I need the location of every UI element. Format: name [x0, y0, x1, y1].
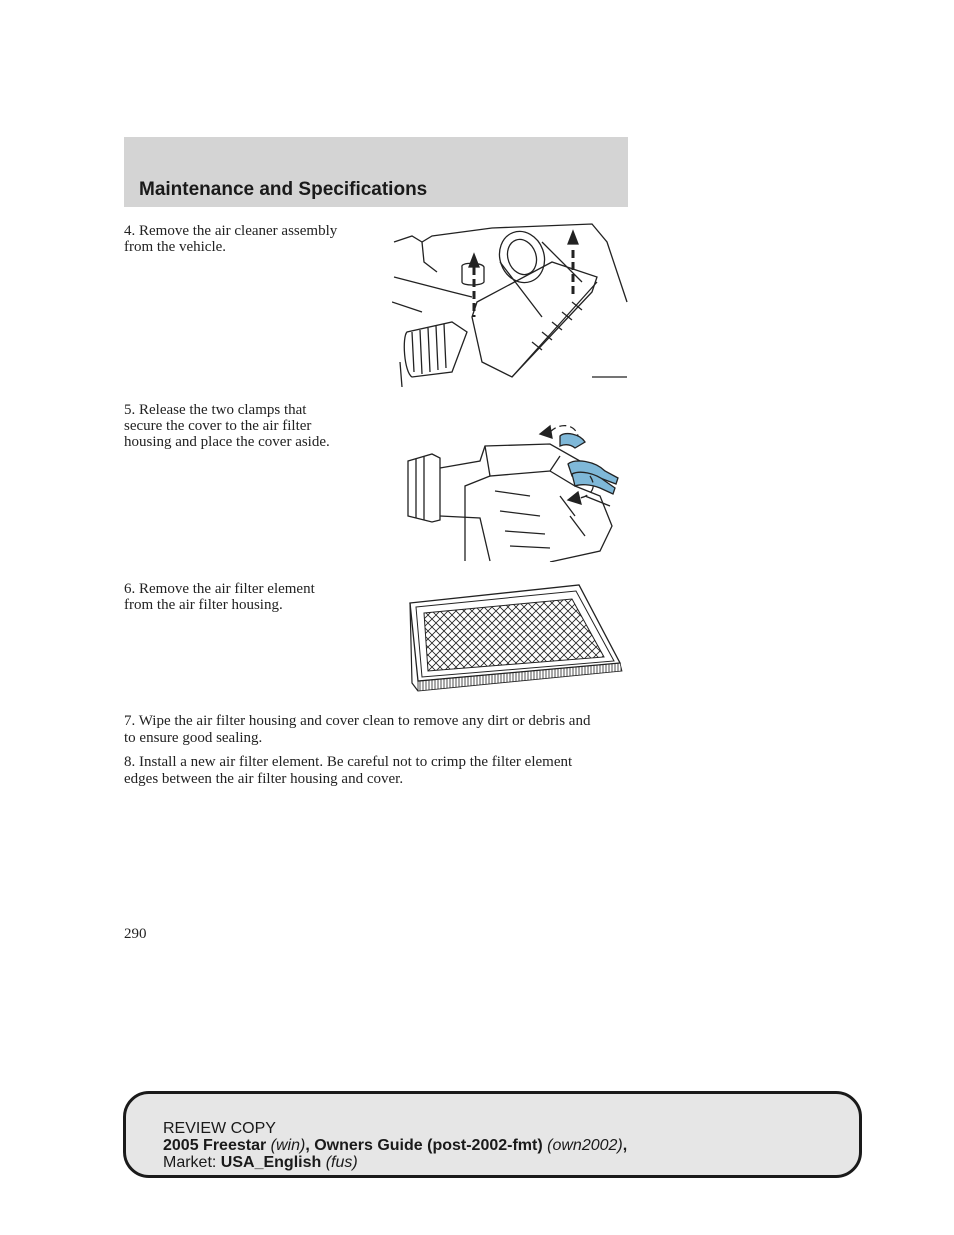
footer-model-code: (win)	[270, 1137, 306, 1154]
footer-market-line	[163, 1154, 627, 1171]
footer-market: USA_English	[220, 1154, 322, 1171]
footer-guide: Owners Guide (post-2002-fmt)	[314, 1137, 543, 1154]
page-number: 290	[124, 926, 147, 942]
footer-separator-1: ,	[305, 1137, 315, 1154]
footer-text	[163, 1120, 627, 1171]
review-label: REVIEW COPY	[163, 1120, 276, 1137]
footer-separator-2: ,	[622, 1137, 628, 1154]
air-filter-element-illustration	[404, 583, 628, 695]
footer-guide-code: (own2002)	[547, 1137, 623, 1154]
step-4-text: 4. Remove the air cleaner assembly from the vehicle.	[124, 223, 338, 255]
step-6-text: 6. Remove the air filter element from the air filter housing.	[124, 581, 315, 613]
section-title: Maintenance and Specifications	[139, 179, 428, 200]
air-cleaner-removal-illustration	[392, 222, 628, 387]
footer-market-label: Market:	[163, 1154, 217, 1171]
step-7-paragraph: 7. Wipe the air filter housing and cover clean to remove any dirt or debris and to ensure good sealing.	[124, 713, 591, 746]
review-copy-footer	[123, 1091, 862, 1178]
footer-market-code: (fus)	[325, 1154, 358, 1171]
section-header-band	[124, 137, 628, 207]
step-5-text: 5. Release the two clamps that secure the cover to the air filter housing and place the cover aside.	[124, 402, 330, 450]
footer-document-line	[163, 1137, 627, 1154]
clamp-release-illustration	[400, 416, 628, 562]
step-8-paragraph: 8. Install a new air filter element. Be careful not to crimp the filter element edges between the air filter housing and cover.	[124, 754, 573, 787]
footer-model: 2005 Freestar	[163, 1137, 267, 1154]
